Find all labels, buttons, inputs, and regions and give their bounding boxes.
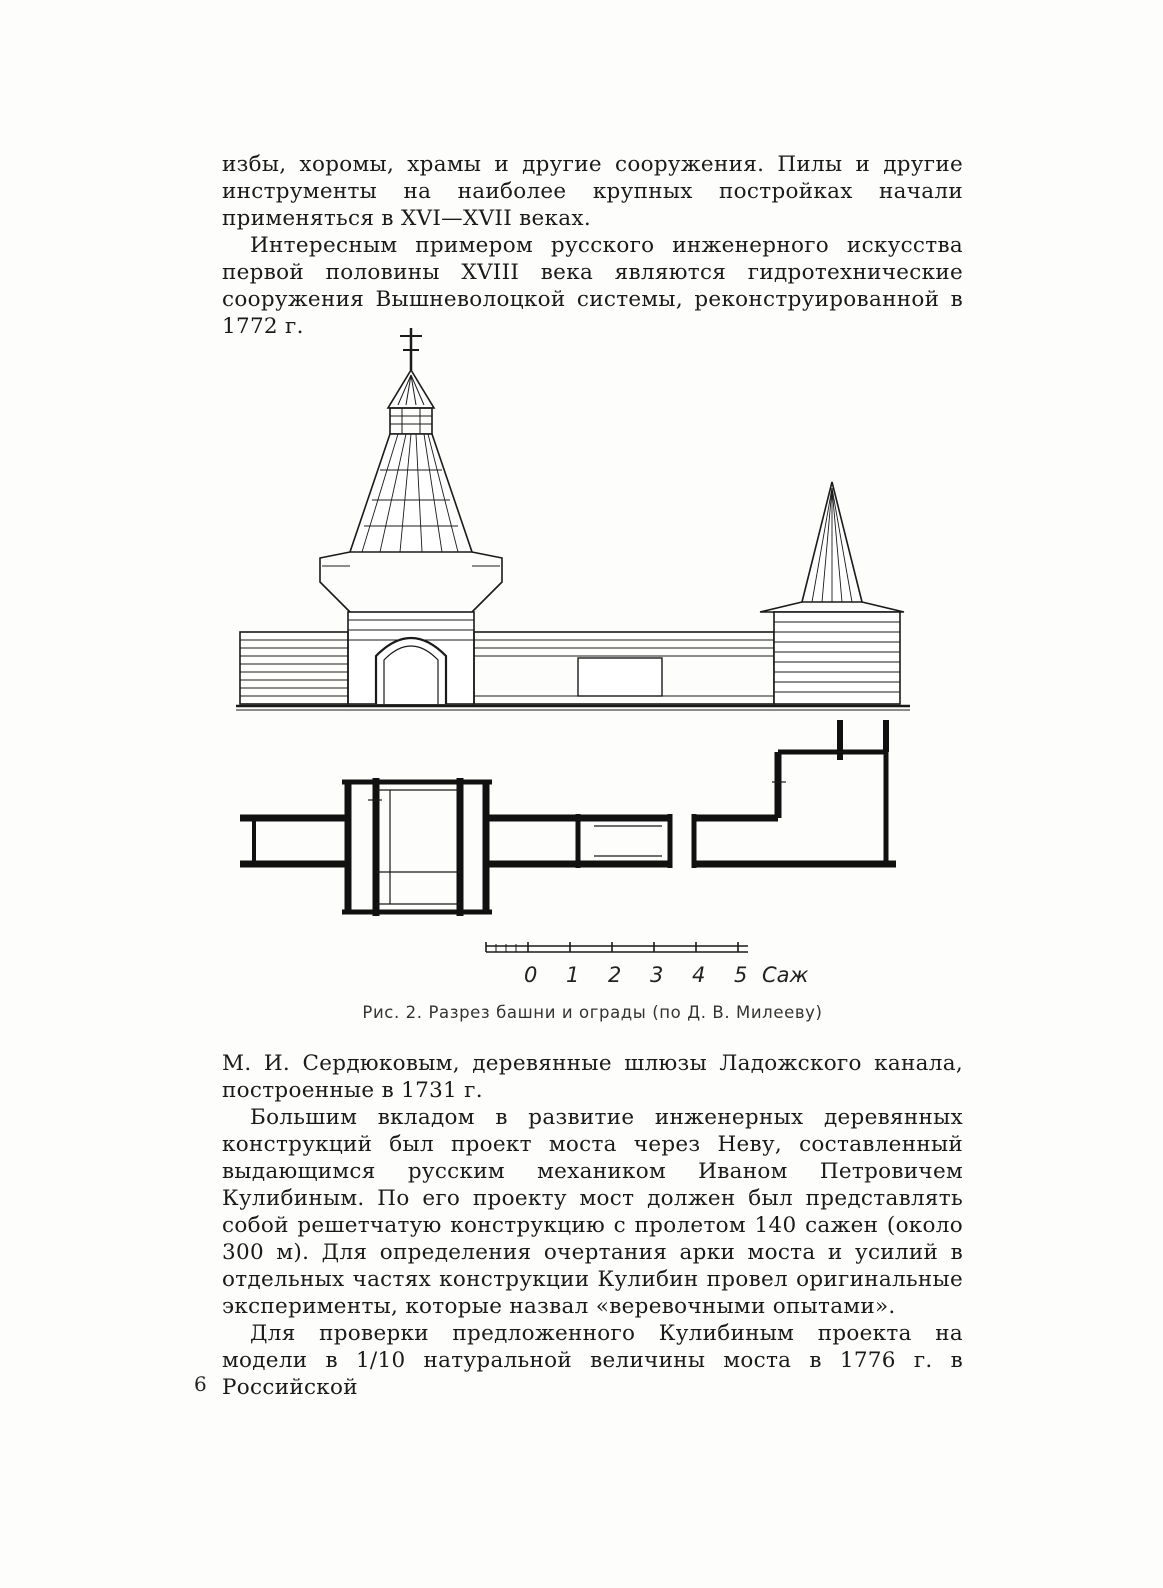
figure-caption: Рис. 2. Разрез башни и ограды (по Д. В. Милееву) xyxy=(362,1003,823,1022)
scale-bar xyxy=(486,942,748,952)
page-number: 6 xyxy=(194,1372,207,1396)
paragraph: Для проверки предложенного Кулибиным проекта на модели в 1/10 натуральной величины моста в 1776 г. в Российской xyxy=(222,1321,963,1400)
cross-icon xyxy=(400,328,422,370)
scale-label: 4 xyxy=(692,963,706,987)
scale-label: 3 xyxy=(650,963,664,987)
paragraph: Большим вкладом в развитие инженерных деревянных конструкций был проект моста через Неву, составленный выдающимся русским механиком Иваном Петровичем Кулибиным. По его проекту мост должен был представлять собой решетчатую конструкцию с пролетом 140 сажен (около 300 м). Для определения очертания арки моста и усилий в отдельных частях конструкции Кулибин провел оригинальные эксперименты, которые назвал «веревочными опытами». xyxy=(222,1105,963,1319)
paragraph: М. И. Сердюковым, деревянные шлюзы Ладожского канала, построенные в 1731 г. xyxy=(222,1051,963,1103)
scale-label: 1 xyxy=(566,963,580,987)
scale-label: 0 xyxy=(524,963,538,987)
tower-fence-drawing xyxy=(230,320,920,1000)
scale-label: 2 xyxy=(608,963,622,987)
figure-tower-and-fence xyxy=(230,320,920,1000)
paragraph: Интересным примером русского инженерного искусства первой половины XVIII века являются гидротехнические сооружения Вышневолоцкой системы, реконструированной в 1772 г. xyxy=(222,233,963,339)
text-block-top xyxy=(222,151,963,340)
scale-unit: Саж xyxy=(762,963,809,987)
paragraph: избы, хоромы, храмы и другие сооружения. Пилы и другие инструменты на наиболее крупных постройках начали применяться в XVI—XVII веках. xyxy=(222,152,963,231)
scale-labels xyxy=(524,963,809,987)
text-block-bottom xyxy=(222,1050,963,1401)
scale-label: 5 xyxy=(734,963,748,987)
